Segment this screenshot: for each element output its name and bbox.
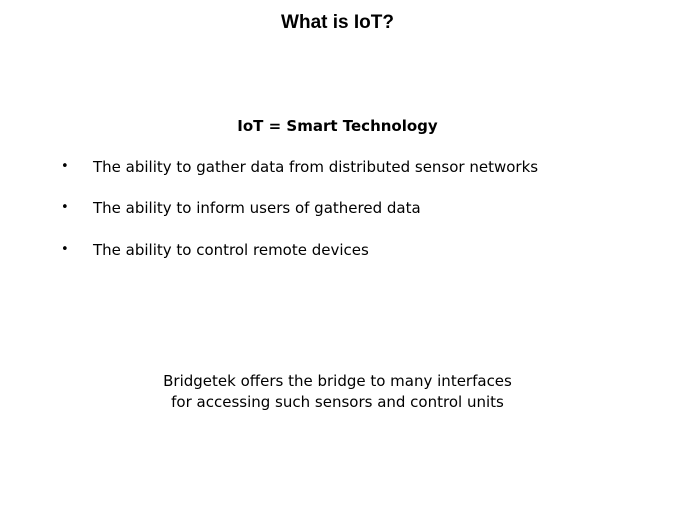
bullet-item <box>0 156 675 178</box>
bullet-dot-icon: • <box>61 242 69 257</box>
footer-line: Bridgetek offers the bridge to many interfaces <box>163 372 512 390</box>
footer-line: for accessing such sensors and control units <box>171 393 504 411</box>
bullet-text: The ability to control remote devices <box>93 241 369 259</box>
bullet-text: The ability to inform users of gathered data <box>93 199 421 217</box>
bullet-dot-icon: • <box>61 159 69 174</box>
bullet-text: The ability to gather data from distributed sensor networks <box>93 158 539 176</box>
bullet-item <box>0 197 675 219</box>
slide-title: What is IoT? <box>281 12 394 33</box>
bullet-item <box>0 239 675 261</box>
slide-footer <box>0 371 675 413</box>
bullet-dot-icon: • <box>61 200 69 215</box>
slide-subtitle: IoT = Smart Technology <box>237 117 438 135</box>
